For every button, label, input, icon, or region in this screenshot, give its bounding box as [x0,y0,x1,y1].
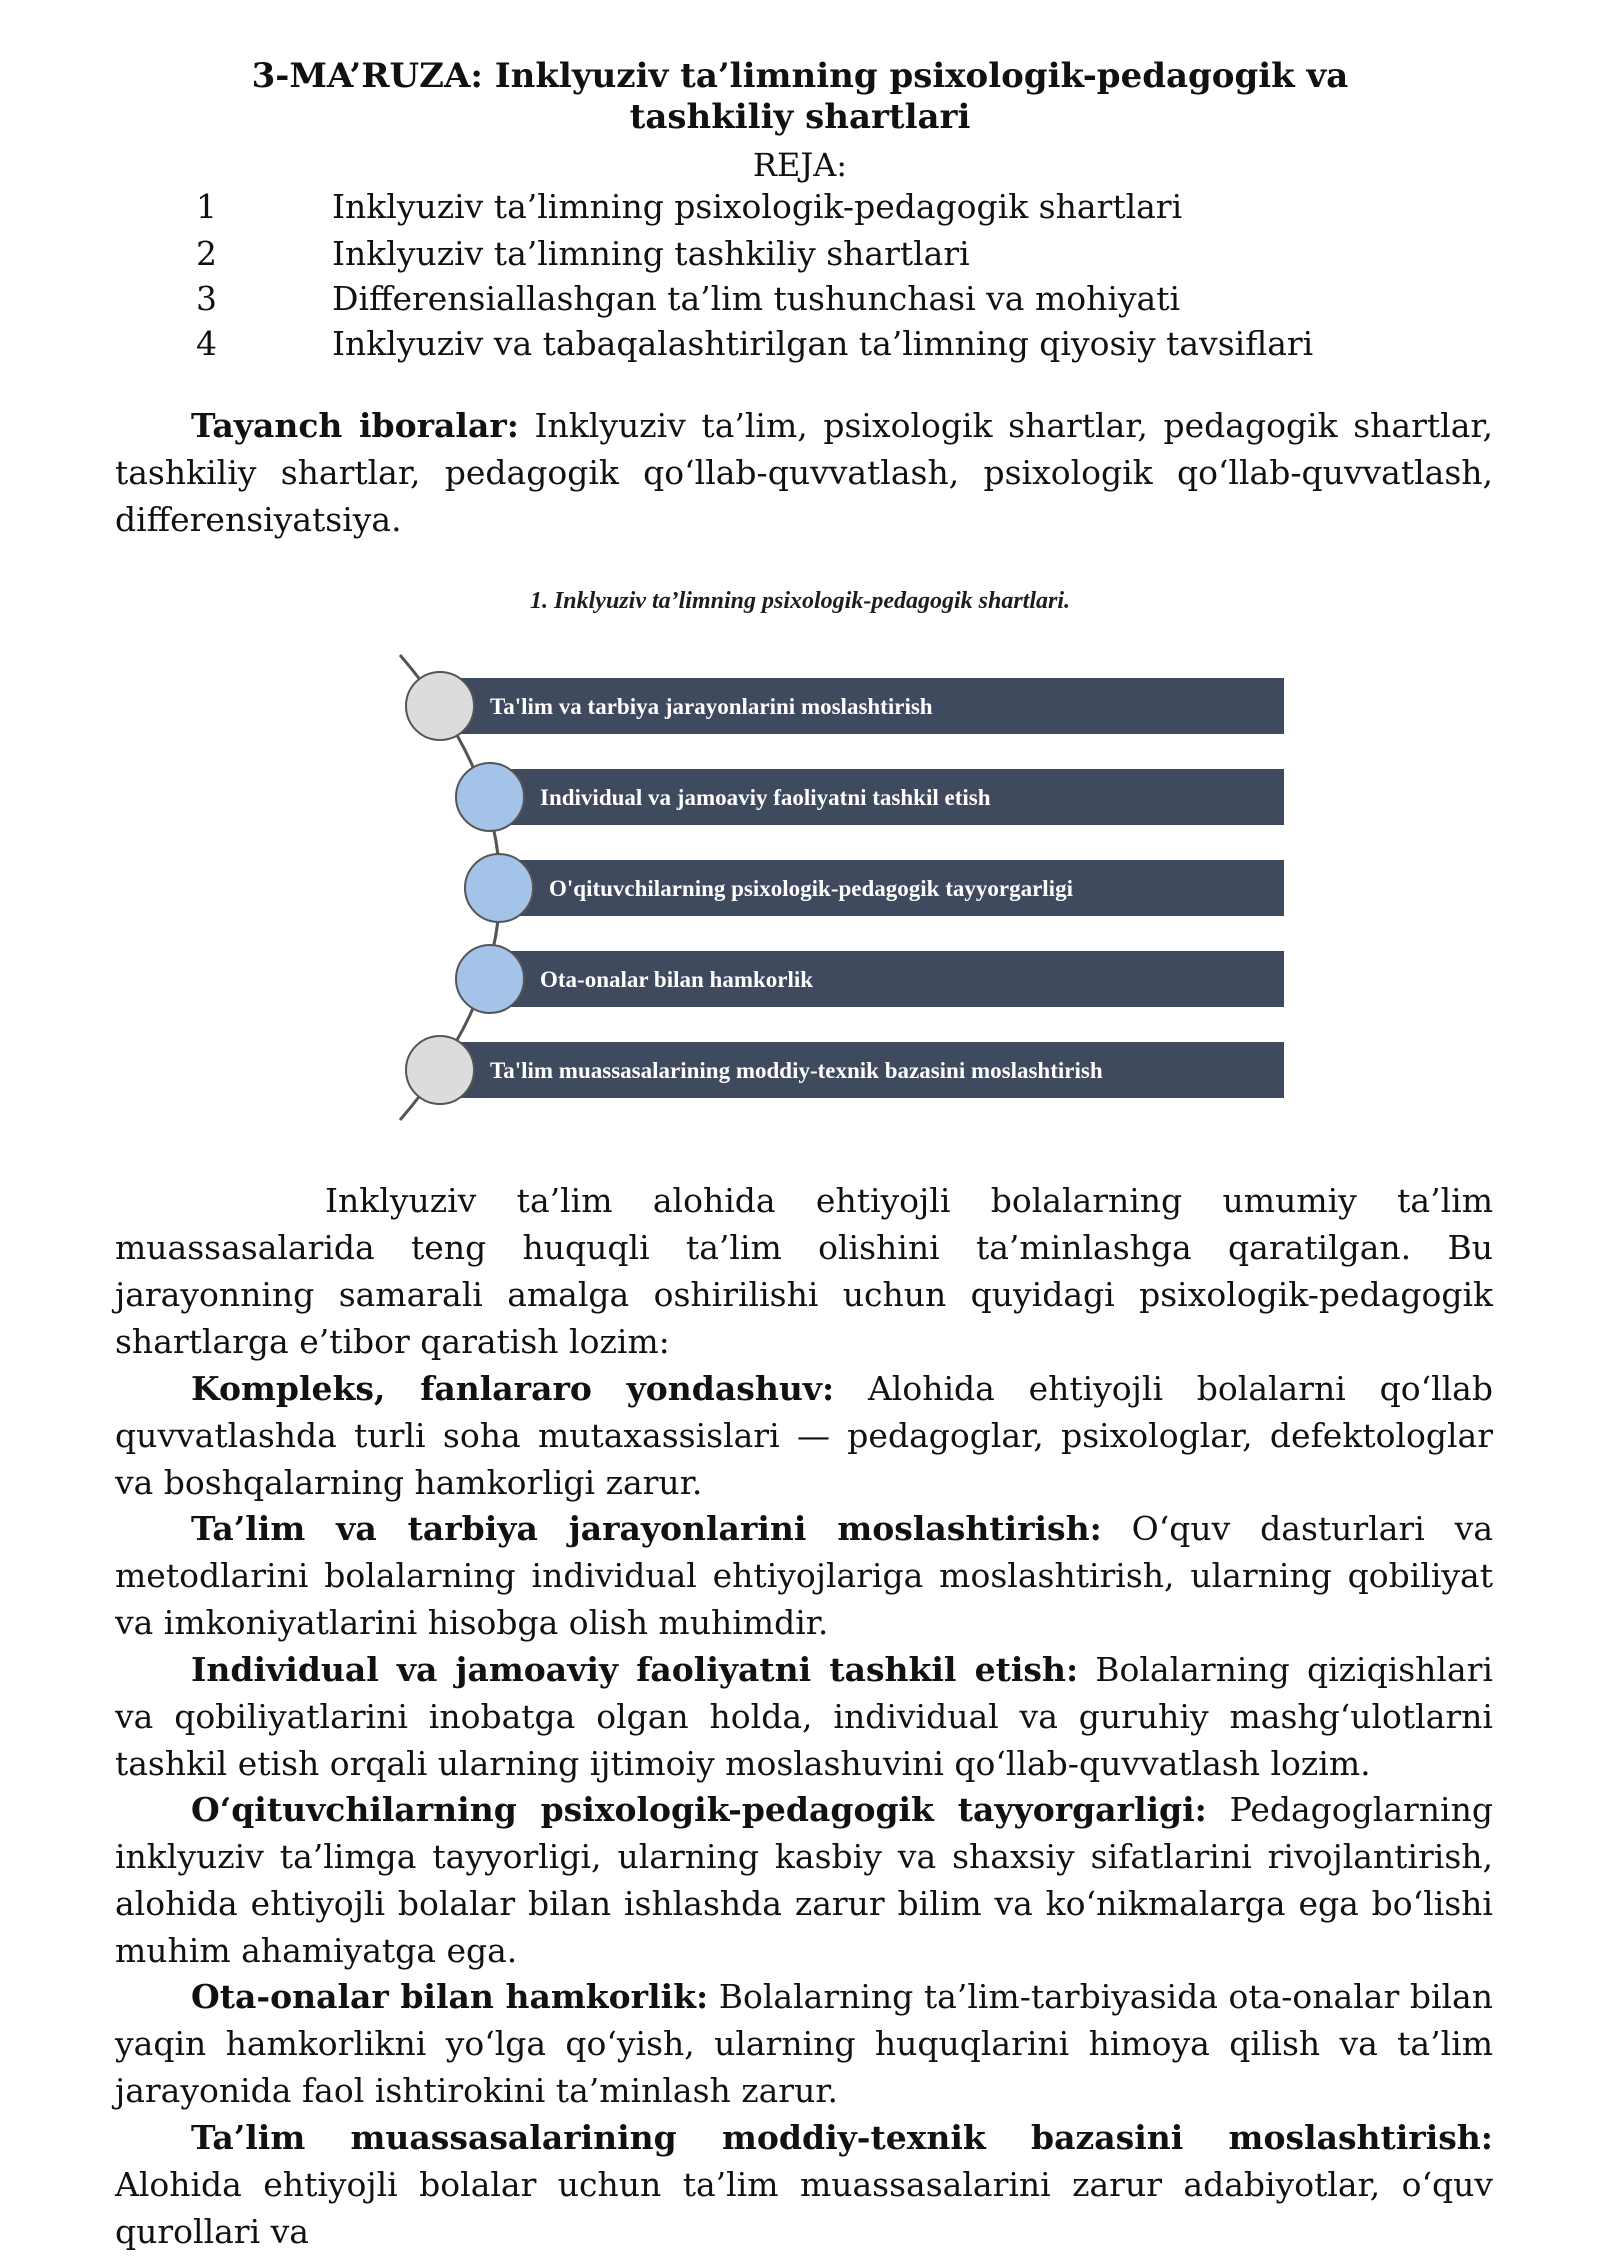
section-heading: Ta’lim muassasalarining moddiy-texnik bazasini moslashtirish: [191,2118,1493,2157]
plan-item-number: 4 [196,324,217,363]
section-paragraph [115,1786,1493,1974]
plan-item-text: Inklyuziv ta’limning psixologik-pedagogik shartlari [332,187,1183,226]
plan-label: REJA: [752,146,848,184]
diagram-item-label: Ta'lim muassasalarining moddiy-texnik bazasini moslashtirish [490,1058,1103,1083]
section-text: Bolalarning ta’lim-tarbiyasida ota-onalar bilan yaqin hamkorlikni yo‘lga qo‘yish, ularning huquqlarini himoya qilish va ta’lim jarayonida faol ishtirokini ta’minlash zarur. [115,1977,1493,2110]
diagram-bullet-circle [456,945,524,1013]
diagram-item-label: Ta'lim va tarbiya jarayonlarini moslashtirish [490,694,933,719]
section-heading: Ta’lim va tarbiya jarayonlarini moslashtirish: [191,1509,1102,1548]
section-heading: Individual va jamoaviy faoliyatni tashkil etish: [191,1650,1079,1689]
lecture-title: 3-MA’RUZA: Inklyuziv ta’limning psixologik-pedagogik va tashkiliy shartlari [251,56,1349,137]
section-heading: Ota-onalar bilan hamkorlik: [191,1977,709,2016]
section-heading: Kompleks, fanlararo yondashuv: [191,1369,835,1408]
diagram-item-label: Ota-onalar bilan hamkorlik [540,967,814,992]
section-paragraph [115,1973,1493,2114]
plan-item-number: 3 [196,279,217,318]
plan-item-number: 1 [196,187,217,226]
section-heading: O‘qituvchilarning psixologik-pedagogik tayyorgarligi: [191,1790,1207,1829]
section-text: Alohida ehtiyojli bolalarni qo‘llab quvvatlashda turli soha mutaxassislari — pedagoglar, psixologlar, defektologlar va boshqalarning hamkorligi zarur. [115,1369,1493,1502]
diagram-item-label: Individual va jamoaviy faoliyatni tashkil etish [540,785,991,810]
diagram-bullet-circle [406,672,474,740]
diagram-title: 1. Inklyuziv ta’limning psixologik-pedagogik shartlari. [529,588,1071,614]
diagram-bullet-circle [406,1036,474,1104]
section-text: Alohida ehtiyojli bolalar uchun ta’lim muassasalarini zarur adabiyotlar, o‘quv qurollari va [115,2165,1493,2251]
intro-paragraph: Inklyuziv ta’lim alohida ehtiyojli bolalarning umumiy ta’lim muassasalarida teng huquqli ta’lim olishini ta’minlashga qaratilgan. Bu jarayonning samarali amalga oshirilishi uchun quyidagi psixologik-pedagogik shartlarga e’tibor qaratish lozim: [115,1181,1493,1361]
diagram-item-label: O'qituvchilarning psixologik-pedagogik tayyorgarligi [549,876,1073,901]
keywords-paragraph [115,402,1493,543]
section-paragraph [115,2114,1493,2255]
section-paragraph [115,1646,1493,1787]
section-paragraph [115,1505,1493,1646]
section-text: Bolalarning qiziqishlari va qobiliyatlarini inobatga olgan holda, individual va guruhiy mashg‘ulotlarni tashkil etish orqali ularning ijtimoiy moslashuvini qo‘llab-quvvatlash lozim. [115,1650,1493,1783]
diagram-bullet-circle [465,854,533,922]
plan-item-text: Differensiallashgan ta’lim tushunchasi va mohiyati [332,279,1181,318]
plan-item-number: 2 [196,234,217,273]
keywords-text: Inklyuziv ta’lim, psixologik shartlar, pedagogik shartlar, tashkiliy shartlar, pedagogik qo‘llab-quvvatlash, psixologik qo‘llab-quvvatlash, differensiyatsiya. [115,406,1494,539]
diagram-bullet-circle [456,763,524,831]
plan-item-text: Inklyuziv ta’limning tashkiliy shartlari [332,234,970,273]
section-paragraph [115,1365,1493,1506]
section-text: O‘quv dasturlari va metodlarini bolalarning individual ehtiyojlariga moslashtirish, ularning qobiliyat va imkoniyatlarini hisobga olish muhimdir. [115,1509,1493,1642]
keywords-label: Tayanch iboralar: [191,406,519,445]
section-text: Pedagoglarning inklyuziv ta’limga tayyorligi, ularning kasbiy va shaxsiy sifatlarini rivojlantirish, alohida ehtiyojli bolalar bilan ishlashda zarur bilim va ko‘nikmalarga ega bo‘lishi muhim ahamiyatga ega. [115,1790,1493,1970]
plan-item-text: Inklyuziv va tabaqalashtirilgan ta’limning qiyosiy tavsiflari [332,324,1314,363]
